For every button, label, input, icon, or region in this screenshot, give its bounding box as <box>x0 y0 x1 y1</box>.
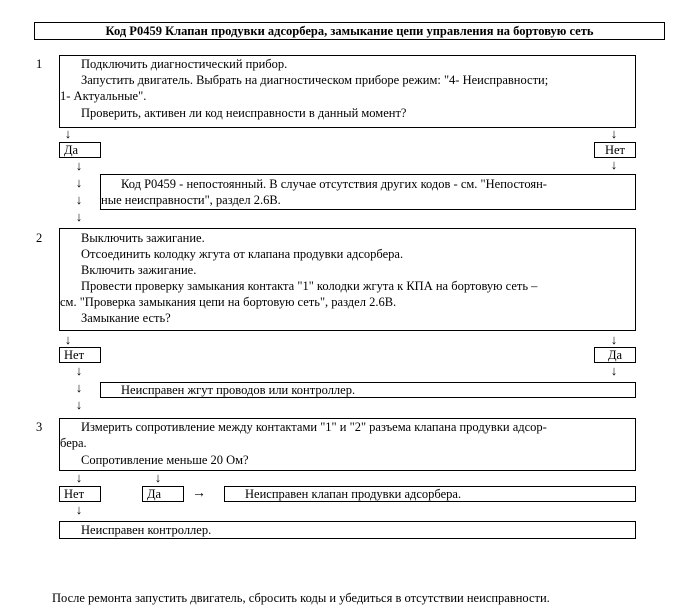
step2-line: Провести проверку замыкания контакта "1" колодки жгута к КПА на бортовую сеть – <box>81 279 538 293</box>
arrow-down-icon: ↓ <box>75 470 83 485</box>
arrow-down-icon: ↓ <box>75 397 83 412</box>
arrow-right-icon: → <box>192 486 206 501</box>
step1-line: 1- Актуальные". <box>60 89 147 103</box>
step3-no-text: Нет <box>64 487 85 501</box>
step3-yes-result-text: Неисправен клапан продувки адсорбера. <box>245 487 462 501</box>
step1-yes-label <box>59 142 101 158</box>
arrow-down-icon: ↓ <box>64 126 72 141</box>
step1-yes-result-line: ные неисправности", раздел 2.6В. <box>101 193 281 207</box>
step3-yes-result-box <box>224 486 636 502</box>
step3-line: Измерить сопротивление между контактами "1" и "2" разъема клапана продувки адсор- <box>81 420 547 434</box>
arrow-down-icon: ↓ <box>75 192 83 207</box>
step2-yes-text: Да <box>607 348 623 362</box>
step2-line: Замыкание есть? <box>81 311 171 325</box>
step1-number: 1 <box>36 57 43 71</box>
step2-line: см. "Проверка замыкания цепи на бортовую сеть", раздел 2.6В. <box>60 295 397 309</box>
arrow-down-icon: ↓ <box>75 380 83 395</box>
arrow-down-icon: ↓ <box>75 158 83 173</box>
step2-line: Отсоединить колодку жгута от клапана продувки адсорбера. <box>81 247 404 261</box>
step1-line: Подключить диагностический прибор. <box>81 57 288 71</box>
step2-yes-label <box>594 347 636 363</box>
step1-no-label <box>594 142 636 158</box>
step1-yes-text: Да <box>64 143 79 157</box>
step2-number: 2 <box>36 231 43 245</box>
page-title <box>34 22 665 40</box>
arrow-down-icon: ↓ <box>610 363 618 378</box>
step3-box <box>59 418 636 471</box>
step3-yes-label <box>142 486 184 502</box>
arrow-down-icon: ↓ <box>610 332 618 347</box>
page-title-text: Код P0459 Клапан продувки адсорбера, замыкание цепи управления на бортовую сеть <box>105 24 594 38</box>
step1-yes-result-line: Код P0459 - непостоянный. В случае отсутствия других кодов - см. "Непостоян- <box>121 177 547 191</box>
arrow-down-icon: ↓ <box>75 175 83 190</box>
step2-no-text: Нет <box>64 348 85 362</box>
step2-no-result-box <box>100 382 636 398</box>
step3-yes-text: Да <box>147 487 162 501</box>
step1-line: Запустить двигатель. Выбрать на диагностическом приборе режим: "4- Неисправности; <box>81 73 549 87</box>
arrow-down-icon: ↓ <box>610 126 618 141</box>
step2-line: Включить зажигание. <box>81 263 197 277</box>
step3-number: 3 <box>36 420 43 434</box>
arrow-down-icon: ↓ <box>75 363 83 378</box>
step2-no-label <box>59 347 101 363</box>
step1-no-text: Нет <box>604 143 626 157</box>
step2-box <box>59 228 636 331</box>
arrow-down-icon: ↓ <box>610 157 618 172</box>
step1-yes-result-box <box>100 174 636 210</box>
step3-no-result-text: Неисправен контроллер. <box>81 523 212 537</box>
step1-line: Проверить, активен ли код неисправности в данный момент? <box>81 106 407 120</box>
step3-no-result-box <box>59 521 636 539</box>
arrow-down-icon: ↓ <box>75 502 83 517</box>
arrow-down-icon: ↓ <box>75 209 83 224</box>
step2-no-result-text: Неисправен жгут проводов или контроллер. <box>121 383 356 397</box>
step2-line: Выключить зажигание. <box>81 231 205 245</box>
arrow-down-icon: ↓ <box>154 470 162 485</box>
step3-no-label <box>59 486 101 502</box>
step3-line: Сопротивление меньше 20 Ом? <box>81 453 249 467</box>
arrow-down-icon: ↓ <box>64 332 72 347</box>
footer-note: После ремонта запустить двигатель, сбросить коды и убедиться в отсутствии неисправности. <box>52 591 550 605</box>
step3-line: бера. <box>60 436 87 450</box>
step1-box <box>59 55 636 128</box>
